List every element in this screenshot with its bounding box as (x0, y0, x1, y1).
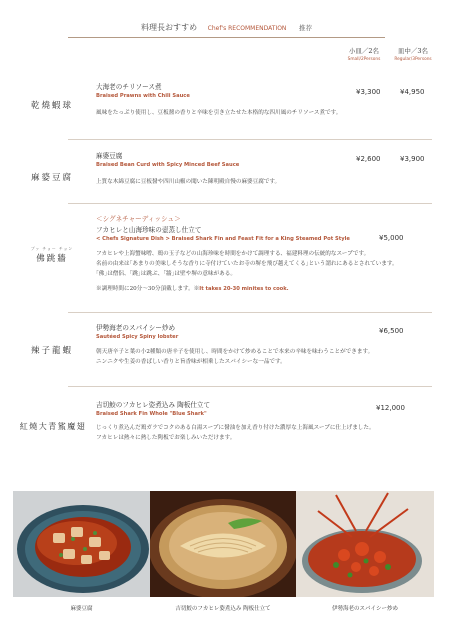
item-vertical-name: 麻婆豆腐 (30, 173, 73, 183)
price-regular: ¥3,900 (400, 155, 425, 163)
size-col-regular: 皿中／3名 Regular/3Persons (394, 47, 432, 62)
item-desc: ｢佛｣は僧侶、｢跳｣は跳ぶ、｢牆｣は壁や塀の意味がある。 (96, 271, 236, 277)
item-divider (68, 312, 432, 313)
photo-caption: 伊勢海老のスパイシー炒め (331, 606, 398, 612)
item-desc: じっくり煮込んだ鶏ガラでコクのある白湯スープに醤油を加え香り付けた濃厚な上海風スープに仕上げました。 (96, 425, 375, 431)
header-title-jp: 料理長おすすめ (141, 23, 198, 32)
item-en-name: Braised Prawns with Chili Sauce (96, 93, 190, 99)
item-desc: ニンニクや生姜の香ばしい香りと旨香味が相乗したスパイシーな一品です。 (96, 359, 286, 365)
item-jp-name: 伊勢海老のスパイシー炒め (96, 324, 176, 332)
photo-caption: 吉切鮫のフカヒレ姿煮込み 陶板仕立て (175, 606, 271, 612)
item-desc: フカヒレは熱々に熱した陶板でお楽しみいただけます。 (96, 435, 236, 441)
menu-item (96, 324, 374, 367)
menu-item (96, 401, 375, 443)
item-divider (68, 139, 432, 140)
item-en-name: < Chefs Signature Dish > Braised Shark Fin and Feast Fit for a King Steamed Pot Style (96, 236, 350, 242)
item-en-name: Braised Bean Curd with Spicy Minced Beef Sauce (96, 162, 240, 168)
item-jp-name: 吉切鮫のフカヒレ姿煮込み 陶板仕立て (96, 401, 211, 409)
price-single: ¥6,500 (379, 327, 404, 335)
item-vertical-name: 辣子龍蝦 (30, 346, 73, 356)
item-desc: フカヒレや上海蟹味噌、鶏の玉子などの山海珍味を時間をかけて調理する、福建料理の伝統的なスープです。 (96, 251, 370, 257)
photo-shark-fin (150, 491, 296, 597)
item-ruby: ブッ チョー チョン (30, 246, 74, 251)
item-vertical-name: 紅燒大青鯊魔翅 (19, 422, 87, 431)
menu-item (96, 152, 366, 187)
item-divider (68, 386, 432, 387)
item-desc: 名前の由来は｢あまりの美味しそうな香りに寺付けていたお寺の塀を飛び越えてくる｣という謂れにあるとされています。 (96, 261, 398, 267)
header-title-cn: 推荐 (298, 24, 312, 32)
item-desc: 風味をたっぷり使用し、豆板醤の香りと辛味を引き立たせた本格的な四川風のチリソース煮です。 (96, 110, 342, 116)
item-jp-name: 大海老のチリソース煮 (96, 83, 162, 91)
item-vertical-name: 乾燒蝦球 (30, 101, 73, 111)
item-en-name: Braised Shark Fin Whole "Blue Shark" (96, 411, 207, 417)
price-small: ¥2,600 (356, 155, 381, 163)
item-divider (68, 203, 432, 204)
item-jp-name: フカヒレと山海珍味の壺蒸し仕立て (96, 226, 202, 234)
cooking-time-note: ※調理時間に20分～30分頂戴します。※It takes 20-30 minites to cook. (96, 286, 289, 292)
header-title-en: Chef's RECOMMENDATION (207, 25, 287, 32)
menu-header (0, 22, 453, 33)
header-divider (68, 37, 385, 38)
item-en-name: Sautéed Spicy Spiny lobster (96, 334, 179, 340)
price-single: ¥12,000 (376, 404, 405, 412)
photo-spiny-lobster (296, 491, 434, 597)
item-desc: 朝天唐辛子と葉の小2種類の唐辛子を使用し、時間をかけて炒めることで本来の辛味を味わうことができます。 (96, 349, 374, 355)
size-col-small: 小皿／2名 Small/2Persons (347, 47, 381, 62)
item-vertical-name: 佛跳牆 (36, 254, 68, 264)
price-regular: ¥4,950 (400, 88, 425, 96)
item-desc: 上質な木綿豆腐に豆板醤や四川山椒の聞いた陳明殿自慢の麻婆豆腐です。 (96, 179, 281, 185)
item-jp-name: 麻婆豆腐 (96, 152, 123, 160)
signature-dish-label: ＜シグネチャーディッシュ＞ (96, 215, 181, 223)
menu-item (96, 83, 366, 118)
photo-mapo-tofu (13, 491, 150, 597)
price-small: ¥3,300 (356, 88, 381, 96)
photo-caption: 麻婆豆腐 (70, 606, 93, 612)
price-single: ¥5,000 (379, 234, 404, 242)
